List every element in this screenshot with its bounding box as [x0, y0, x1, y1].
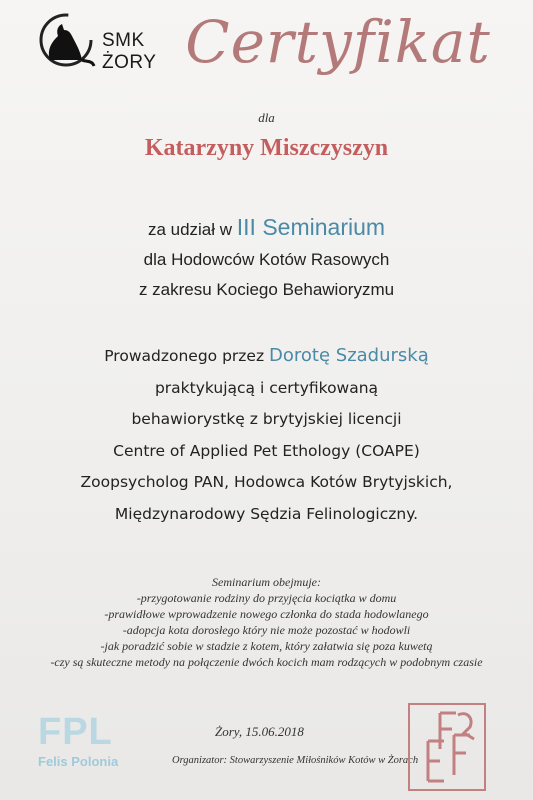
issue-date: Żory, 15.06.2018	[215, 724, 304, 739]
program-item: -jak poradzić sobie w stadzie z kotem, który załatwia się poza kuwetą	[100, 639, 433, 653]
seminar-line1-prefix: za udział w	[147, 220, 233, 239]
smk-logo-line2: ŻORY	[102, 52, 157, 73]
fpl-logo-subtitle: Felis Polonia	[38, 754, 119, 769]
seminar-line2: dla Hodowców Kotów Rasowych	[143, 250, 390, 269]
program-item: -prawidłowe wprowadzenie nowego członka do stada hodowlanego	[104, 607, 429, 621]
host-line1-prefix: Prowadzonego przez	[104, 347, 265, 365]
cat-silhouette-icon	[36, 10, 106, 80]
page-title: Certyfikat	[185, 8, 491, 76]
host-name: Dorotę Szadurską	[269, 345, 429, 366]
host-line4: Centre of Applied Pet Ethology (COAPE)	[113, 441, 420, 460]
host-block	[0, 340, 533, 530]
fpl-logo	[38, 712, 118, 769]
fife-logo	[408, 703, 486, 791]
fife-emblem-icon	[410, 705, 484, 789]
smk-logo-line1: SMK	[102, 30, 145, 51]
host-line5: Zoopsycholog PAN, Hodowca Kotów Brytyjskich,	[80, 473, 453, 491]
recipient-name: Katarzyny Miszczyszyn	[144, 135, 389, 161]
host-line3: behawiorystkę z brytyjskiej licencji	[131, 410, 402, 428]
fpl-logo-text: FPL	[38, 711, 113, 753]
seminar-line3: z zakresu Kociego Behawioryzmu	[138, 280, 395, 299]
host-line6: Międzynarodowy Sędzia Felinologiczny.	[114, 504, 419, 523]
program-item: -czy są skuteczne metody na połączenie dwóch kocich mam rodzących w podobnym czasie	[50, 655, 483, 669]
smk-logo	[36, 10, 166, 80]
seminar-line1	[0, 212, 533, 245]
host-line2: praktykującą i certyfikowaną	[154, 378, 379, 397]
program-item: -adopcja kota dorosłego który nie może pozostać w hodowli	[122, 623, 411, 637]
seminar-title: III Seminarium	[236, 214, 386, 240]
seminar-block	[0, 212, 533, 305]
program-block	[0, 574, 533, 670]
organizer-label: Organizator: Stowarzyszenie Miłośników Kotów w Żorach	[172, 755, 419, 766]
host-line1	[0, 340, 533, 373]
dla-label: dla	[258, 110, 275, 125]
smk-logo-text	[102, 30, 156, 74]
program-item: -przygotowanie rodziny do przyjęcia kociątka w domu	[136, 591, 397, 605]
program-heading: Seminarium obejmuje:	[212, 575, 321, 589]
